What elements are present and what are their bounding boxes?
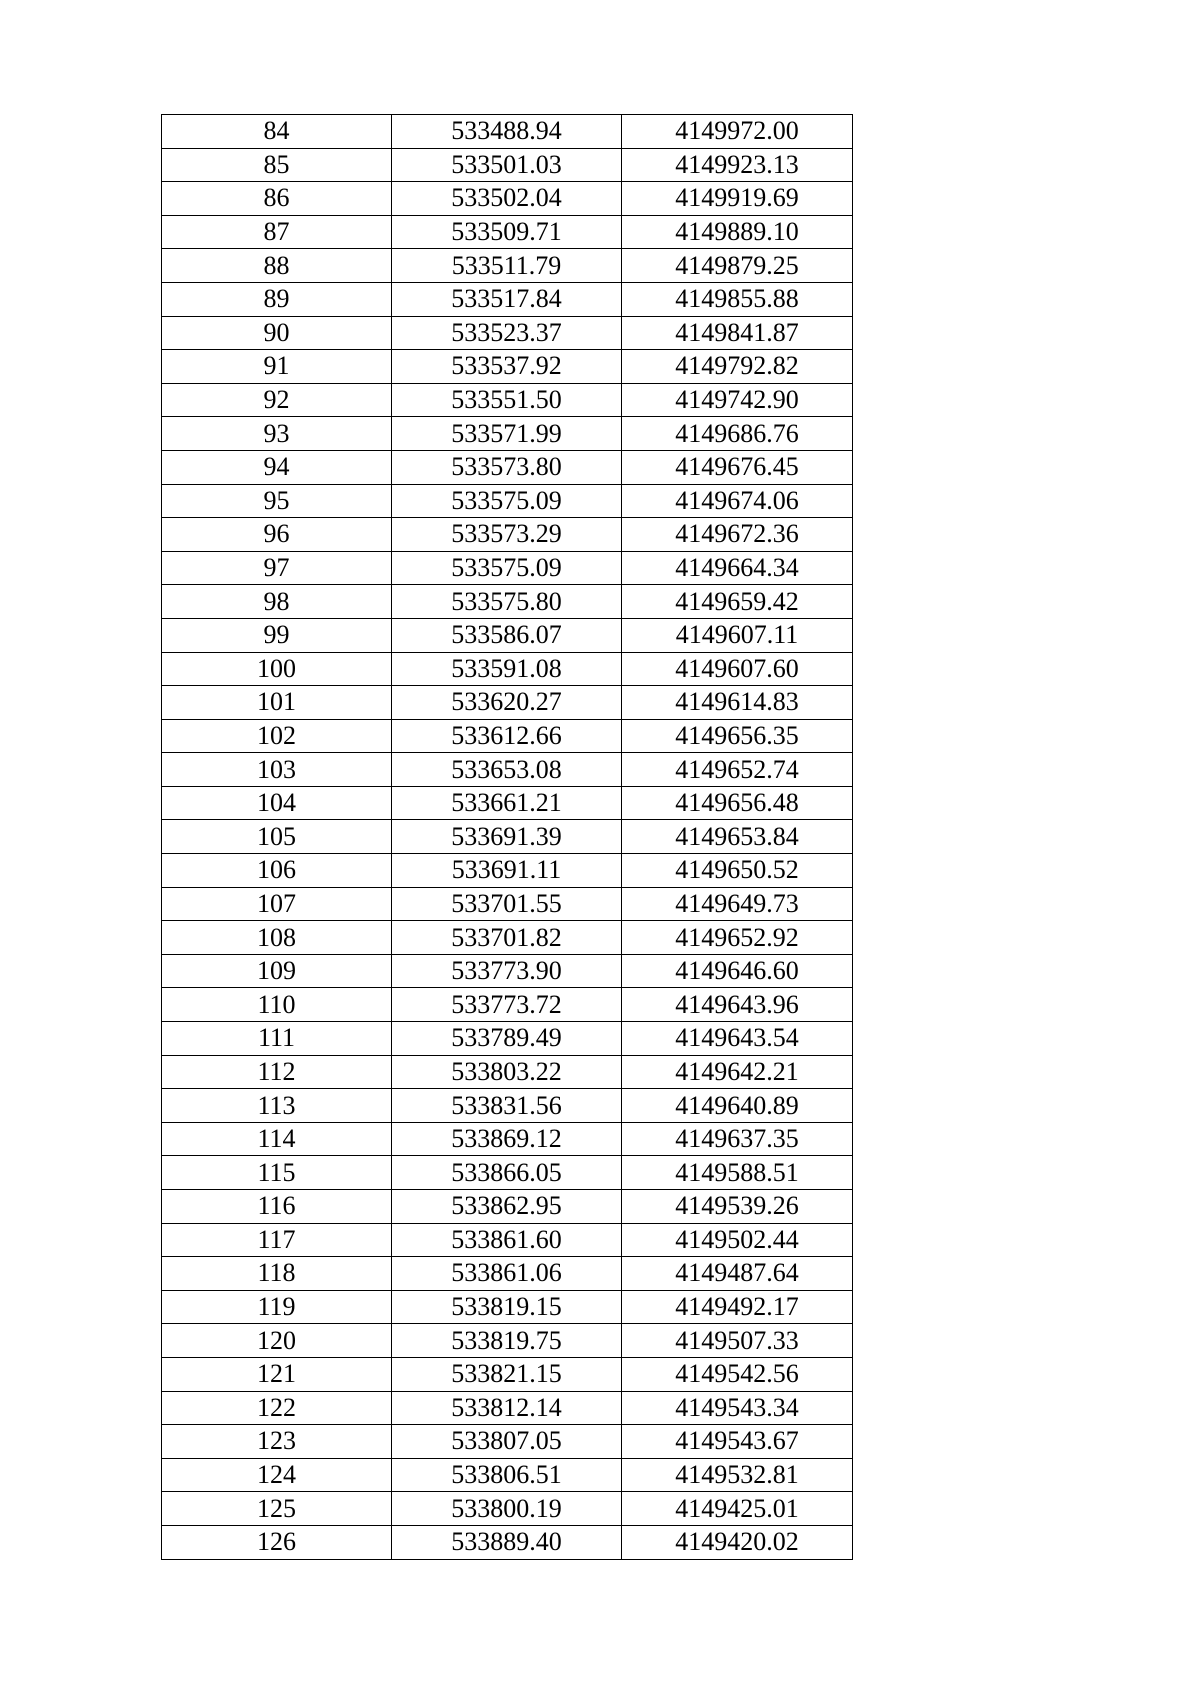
point-number-cell: 88: [162, 249, 392, 283]
x-coordinate-cell: 533803.22: [392, 1055, 622, 1089]
point-number-cell: 113: [162, 1089, 392, 1123]
table-row: [162, 1458, 853, 1492]
y-coordinate-cell: 4149664.34: [622, 551, 853, 585]
y-coordinate-cell: 4149607.11: [622, 618, 853, 652]
point-number-cell: 96: [162, 518, 392, 552]
y-coordinate-cell: 4149640.89: [622, 1089, 853, 1123]
coordinate-table-body: [162, 115, 853, 1560]
point-number-cell: 121: [162, 1357, 392, 1391]
y-coordinate-cell: 4149841.87: [622, 316, 853, 350]
y-coordinate-cell: 4149742.90: [622, 383, 853, 417]
y-coordinate-cell: 4149659.42: [622, 585, 853, 619]
point-number-cell: 107: [162, 887, 392, 921]
y-coordinate-cell: 4149792.82: [622, 350, 853, 384]
table-row: [162, 585, 853, 619]
table-row: [162, 954, 853, 988]
table-row: [162, 383, 853, 417]
point-number-cell: 120: [162, 1324, 392, 1358]
x-coordinate-cell: 533789.49: [392, 1022, 622, 1056]
x-coordinate-cell: 533501.03: [392, 148, 622, 182]
table-row: [162, 316, 853, 350]
y-coordinate-cell: 4149686.76: [622, 417, 853, 451]
y-coordinate-cell: 4149643.54: [622, 1022, 853, 1056]
table-row: [162, 282, 853, 316]
y-coordinate-cell: 4149656.48: [622, 786, 853, 820]
point-number-cell: 97: [162, 551, 392, 585]
x-coordinate-cell: 533488.94: [392, 115, 622, 149]
y-coordinate-cell: 4149607.60: [622, 652, 853, 686]
x-coordinate-cell: 533691.11: [392, 854, 622, 888]
point-number-cell: 100: [162, 652, 392, 686]
coordinate-table: [161, 114, 853, 1560]
table-row: [162, 1492, 853, 1526]
x-coordinate-cell: 533701.82: [392, 921, 622, 955]
x-coordinate-cell: 533869.12: [392, 1122, 622, 1156]
point-number-cell: 112: [162, 1055, 392, 1089]
table-row: [162, 518, 853, 552]
y-coordinate-cell: 4149923.13: [622, 148, 853, 182]
x-coordinate-cell: 533866.05: [392, 1156, 622, 1190]
table-row: [162, 1055, 853, 1089]
point-number-cell: 117: [162, 1223, 392, 1257]
x-coordinate-cell: 533551.50: [392, 383, 622, 417]
point-number-cell: 109: [162, 954, 392, 988]
x-coordinate-cell: 533537.92: [392, 350, 622, 384]
x-coordinate-cell: 533889.40: [392, 1525, 622, 1559]
point-number-cell: 104: [162, 786, 392, 820]
y-coordinate-cell: 4149492.17: [622, 1290, 853, 1324]
table-row: [162, 1357, 853, 1391]
y-coordinate-cell: 4149656.35: [622, 719, 853, 753]
y-coordinate-cell: 4149543.34: [622, 1391, 853, 1425]
x-coordinate-cell: 533511.79: [392, 249, 622, 283]
point-number-cell: 111: [162, 1022, 392, 1056]
table-row: [162, 887, 853, 921]
y-coordinate-cell: 4149588.51: [622, 1156, 853, 1190]
table-row: [162, 1089, 853, 1123]
point-number-cell: 106: [162, 854, 392, 888]
x-coordinate-cell: 533571.99: [392, 417, 622, 451]
table-row: [162, 1156, 853, 1190]
x-coordinate-cell: 533773.90: [392, 954, 622, 988]
x-coordinate-cell: 533620.27: [392, 686, 622, 720]
point-number-cell: 85: [162, 148, 392, 182]
table-row: [162, 1190, 853, 1224]
x-coordinate-cell: 533591.08: [392, 652, 622, 686]
point-number-cell: 94: [162, 450, 392, 484]
x-coordinate-cell: 533573.80: [392, 450, 622, 484]
table-row: [162, 1223, 853, 1257]
x-coordinate-cell: 533575.09: [392, 484, 622, 518]
table-row: [162, 686, 853, 720]
x-coordinate-cell: 533862.95: [392, 1190, 622, 1224]
x-coordinate-cell: 533819.15: [392, 1290, 622, 1324]
table-row: [162, 1391, 853, 1425]
x-coordinate-cell: 533800.19: [392, 1492, 622, 1526]
table-row: [162, 1022, 853, 1056]
y-coordinate-cell: 4149879.25: [622, 249, 853, 283]
table-row: [162, 551, 853, 585]
y-coordinate-cell: 4149420.02: [622, 1525, 853, 1559]
point-number-cell: 118: [162, 1257, 392, 1291]
point-number-cell: 101: [162, 686, 392, 720]
x-coordinate-cell: 533517.84: [392, 282, 622, 316]
x-coordinate-cell: 533661.21: [392, 786, 622, 820]
table-row: [162, 182, 853, 216]
y-coordinate-cell: 4149543.67: [622, 1425, 853, 1459]
point-number-cell: 122: [162, 1391, 392, 1425]
y-coordinate-cell: 4149643.96: [622, 988, 853, 1022]
x-coordinate-cell: 533523.37: [392, 316, 622, 350]
point-number-cell: 91: [162, 350, 392, 384]
x-coordinate-cell: 533653.08: [392, 753, 622, 787]
point-number-cell: 103: [162, 753, 392, 787]
y-coordinate-cell: 4149672.36: [622, 518, 853, 552]
point-number-cell: 115: [162, 1156, 392, 1190]
table-row: [162, 786, 853, 820]
y-coordinate-cell: 4149649.73: [622, 887, 853, 921]
y-coordinate-cell: 4149972.00: [622, 115, 853, 149]
x-coordinate-cell: 533502.04: [392, 182, 622, 216]
table-row: [162, 921, 853, 955]
table-row: [162, 618, 853, 652]
point-number-cell: 119: [162, 1290, 392, 1324]
point-number-cell: 93: [162, 417, 392, 451]
point-number-cell: 123: [162, 1425, 392, 1459]
table-row: [162, 753, 853, 787]
point-number-cell: 114: [162, 1122, 392, 1156]
point-number-cell: 90: [162, 316, 392, 350]
x-coordinate-cell: 533701.55: [392, 887, 622, 921]
x-coordinate-cell: 533861.06: [392, 1257, 622, 1291]
point-number-cell: 84: [162, 115, 392, 149]
point-number-cell: 116: [162, 1190, 392, 1224]
y-coordinate-cell: 4149889.10: [622, 215, 853, 249]
table-row: [162, 854, 853, 888]
y-coordinate-cell: 4149642.21: [622, 1055, 853, 1089]
y-coordinate-cell: 4149425.01: [622, 1492, 853, 1526]
y-coordinate-cell: 4149507.33: [622, 1324, 853, 1358]
table-row: [162, 652, 853, 686]
y-coordinate-cell: 4149502.44: [622, 1223, 853, 1257]
y-coordinate-cell: 4149532.81: [622, 1458, 853, 1492]
y-coordinate-cell: 4149614.83: [622, 686, 853, 720]
y-coordinate-cell: 4149676.45: [622, 450, 853, 484]
x-coordinate-cell: 533509.71: [392, 215, 622, 249]
table-row: [162, 148, 853, 182]
table-row: [162, 719, 853, 753]
point-number-cell: 126: [162, 1525, 392, 1559]
x-coordinate-cell: 533831.56: [392, 1089, 622, 1123]
point-number-cell: 124: [162, 1458, 392, 1492]
table-row: [162, 820, 853, 854]
y-coordinate-cell: 4149919.69: [622, 182, 853, 216]
table-row: [162, 215, 853, 249]
table-row: [162, 1257, 853, 1291]
x-coordinate-cell: 533586.07: [392, 618, 622, 652]
table-row: [162, 484, 853, 518]
x-coordinate-cell: 533819.75: [392, 1324, 622, 1358]
x-coordinate-cell: 533573.29: [392, 518, 622, 552]
table-row: [162, 988, 853, 1022]
point-number-cell: 89: [162, 282, 392, 316]
y-coordinate-cell: 4149650.52: [622, 854, 853, 888]
point-number-cell: 92: [162, 383, 392, 417]
point-number-cell: 95: [162, 484, 392, 518]
table-row: [162, 115, 853, 149]
x-coordinate-cell: 533773.72: [392, 988, 622, 1022]
table-row: [162, 1324, 853, 1358]
table-row: [162, 1122, 853, 1156]
table-row: [162, 249, 853, 283]
y-coordinate-cell: 4149652.92: [622, 921, 853, 955]
y-coordinate-cell: 4149653.84: [622, 820, 853, 854]
table-row: [162, 1525, 853, 1559]
point-number-cell: 125: [162, 1492, 392, 1526]
y-coordinate-cell: 4149652.74: [622, 753, 853, 787]
x-coordinate-cell: 533861.60: [392, 1223, 622, 1257]
y-coordinate-cell: 4149646.60: [622, 954, 853, 988]
point-number-cell: 108: [162, 921, 392, 955]
x-coordinate-cell: 533807.05: [392, 1425, 622, 1459]
point-number-cell: 98: [162, 585, 392, 619]
x-coordinate-cell: 533612.66: [392, 719, 622, 753]
point-number-cell: 110: [162, 988, 392, 1022]
point-number-cell: 105: [162, 820, 392, 854]
y-coordinate-cell: 4149674.06: [622, 484, 853, 518]
x-coordinate-cell: 533575.80: [392, 585, 622, 619]
point-number-cell: 86: [162, 182, 392, 216]
table-row: [162, 350, 853, 384]
table-row: [162, 450, 853, 484]
table-row: [162, 1290, 853, 1324]
point-number-cell: 102: [162, 719, 392, 753]
y-coordinate-cell: 4149637.35: [622, 1122, 853, 1156]
table-row: [162, 1425, 853, 1459]
point-number-cell: 87: [162, 215, 392, 249]
y-coordinate-cell: 4149542.56: [622, 1357, 853, 1391]
y-coordinate-cell: 4149487.64: [622, 1257, 853, 1291]
y-coordinate-cell: 4149855.88: [622, 282, 853, 316]
x-coordinate-cell: 533806.51: [392, 1458, 622, 1492]
x-coordinate-cell: 533691.39: [392, 820, 622, 854]
point-number-cell: 99: [162, 618, 392, 652]
x-coordinate-cell: 533812.14: [392, 1391, 622, 1425]
y-coordinate-cell: 4149539.26: [622, 1190, 853, 1224]
x-coordinate-cell: 533575.09: [392, 551, 622, 585]
table-row: [162, 417, 853, 451]
x-coordinate-cell: 533821.15: [392, 1357, 622, 1391]
